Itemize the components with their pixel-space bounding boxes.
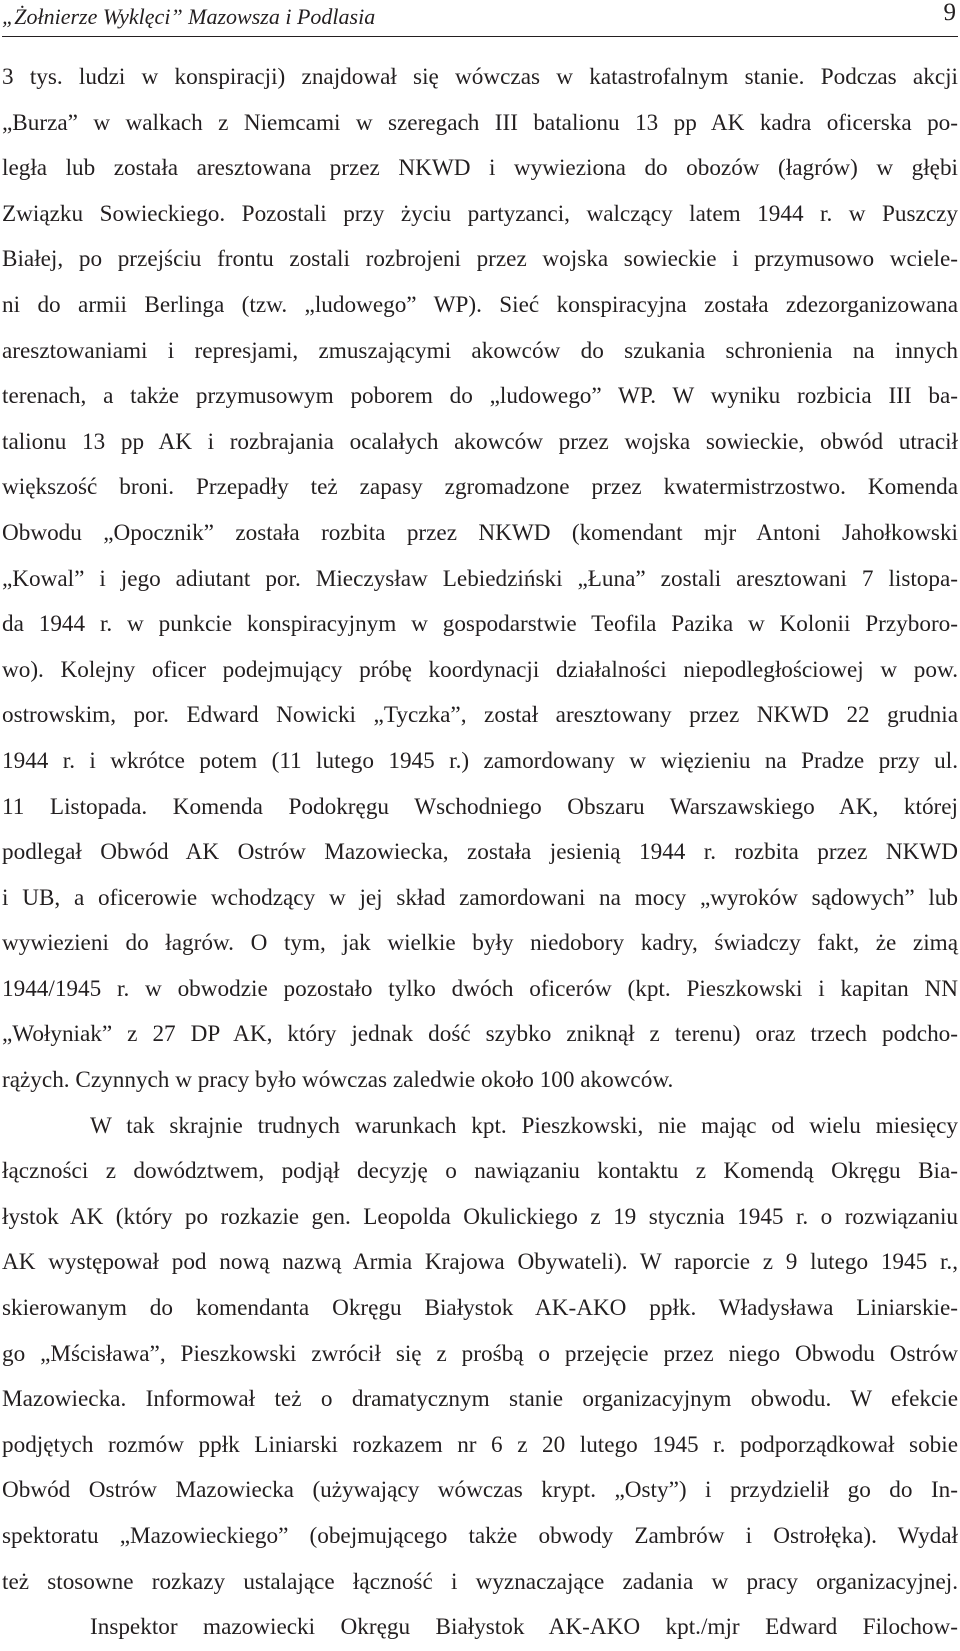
text-line: terenach, a także przymusowym poborem do „ludowego” WP. W wyniku rozbicia III ba-: [2, 383, 958, 410]
text-line: łączności z dowództwem, podjął decyzję o nawiązaniu kontaktu z Komendą Okręgu Bia-: [2, 1158, 958, 1185]
text-line: legła lub została aresztowana przez NKWD i wywieziona do obozów (łagrów) w głębi: [2, 155, 958, 182]
text-line: podjętych rozmów ppłk Liniarski rozkazem nr 6 z 20 lutego 1945 r. podporządkował sobie: [2, 1431, 958, 1458]
text-line: 1944/1945 r. w obwodzie pozostało tylko dwóch oficerów (kpt. Pieszkowski i kapitan NN: [2, 975, 958, 1002]
text-line: wo). Kolejny oficer podejmujący próbę koordynacji działalności niepodległościowej w pow.: [2, 656, 958, 683]
text-line: podlegał Obwód AK Ostrów Mazowiecka, została jesienią 1944 r. rozbita przez NKWD: [2, 839, 958, 866]
text-line: Obwód Ostrów Mazowiecka (używający wówczas krypt. „Osty”) i przydzielił go do In-: [2, 1477, 958, 1504]
text-line: wywiezieni do łagrów. O tym, jak wielkie były niedobory kadry, świadczy fakt, że zimą: [2, 930, 958, 957]
text-line: Związku Sowieckiego. Pozostali przy życiu partyzanci, walczący latem 1944 r. w Puszczy: [2, 200, 958, 227]
text-line: Mazowiecka. Informował też o dramatycznym stanie organizacyjnym obwodu. W efekcie: [2, 1386, 958, 1413]
text-line: „Wołyniak” z 27 DP AK, który jednak dość szybko zniknął z terenu) oraz trzech podcho-: [2, 1021, 958, 1048]
text-line: Białej, po przejściu frontu zostali rozbrojeni przez wojska sowieckie i przymusowo wciele-: [2, 246, 958, 273]
text-line: Obwodu „Opocznik” została rozbita przez NKWD (komendant mjr Antoni Jahołkowski: [2, 519, 958, 546]
text-line: 3 tys. ludzi w konspiracji) znajdował się wówczas w katastrofalnym stanie. Podczas akcji: [2, 64, 958, 90]
text-line: też stosowne rozkazy ustalające łączność i wyznaczające zadania w pracy organizacyjnej.: [2, 1568, 958, 1595]
text-line: rążych. Czynnych w pracy było wówczas zaledwie około 100 akowców.: [2, 1067, 674, 1094]
text-line: Inspektor mazowiecki Okręgu Białystok AK-AKO kpt./mjr Edward Filochow-: [90, 1614, 958, 1641]
text-line: W tak skrajnie trudnych warunkach kpt. Pieszkowski, nie mając od wielu miesięcy: [90, 1112, 958, 1139]
text-line: go „Mścisława”, Pieszkowski zwrócił się z prośbą o przejęcie przez niego Obwodu Ostrów: [2, 1340, 958, 1367]
text-line: da 1944 r. w punkcie konspiracyjnym w gospodarstwie Teofila Pazika w Kolonii Przyboro-: [2, 611, 958, 638]
text-line: większość broni. Przepadły też zapasy zgromadzone przez kwatermistrzostwo. Komenda: [2, 474, 958, 501]
text-line: ni do armii Berlinga (tzw. „ludowego” WP). Sieć konspiracyjna została zdezorganizowana: [2, 291, 958, 318]
text-line: talionu 13 pp AK i rozbrajania ocalałych akowców przez wojska sowieckie, obwód utracił: [2, 428, 958, 455]
running-header: [2, 0, 958, 37]
text-line: „Kowal” i jego adiutant por. Mieczysław Lebiedziński „Łuna” zostali aresztowani 7 listopa-: [2, 565, 958, 592]
text-line: 1944 r. i wkrótce potem (11 lutego 1945 r.) zamordowany w więzieniu na Pradze przy ul.: [2, 747, 958, 774]
body-text: [2, 55, 958, 1651]
text-line: AK występował pod nową nazwą Armia Krajowa Obywateli). W raporcie z 9 lutego 1945 r.,: [2, 1249, 958, 1276]
text-line: spektoratu „Mazowieckiego” (obejmującego także obwody Zambrów i Ostrołęka). Wydał: [2, 1523, 958, 1549]
text-line: i UB, a oficerowie wchodzący w jej skład zamordowani na mocy „wyroków sądowych” lub: [2, 884, 958, 911]
text-line: aresztowaniami i represjami, zmuszającymi akowców do szukania schronienia na innych: [2, 337, 958, 364]
text-line: ostrowskim, por. Edward Nowicki „Tyczka”, został aresztowany przez NKWD 22 grudnia: [2, 702, 958, 729]
text-line: „Burza” w walkach z Niemcami w szeregach III batalionu 13 pp AK kadra oficerska po-: [2, 109, 958, 136]
running-title: „Żołnierze Wyklęci” Mazowsza i Podlasia: [2, 4, 376, 29]
text-line: skierowanym do komendanta Okręgu Białystok AK-AKO ppłk. Władysława Liniarskie-: [2, 1295, 958, 1322]
page-number: 9: [943, 0, 956, 26]
text-line: łystok AK (który po rozkazie gen. Leopolda Okulickiego z 19 stycznia 1945 r. o rozwiązaniu: [2, 1203, 958, 1230]
text-line: 11 Listopada. Komenda Podokręgu Wschodniego Obszaru Warszawskiego AK, której: [2, 793, 958, 820]
